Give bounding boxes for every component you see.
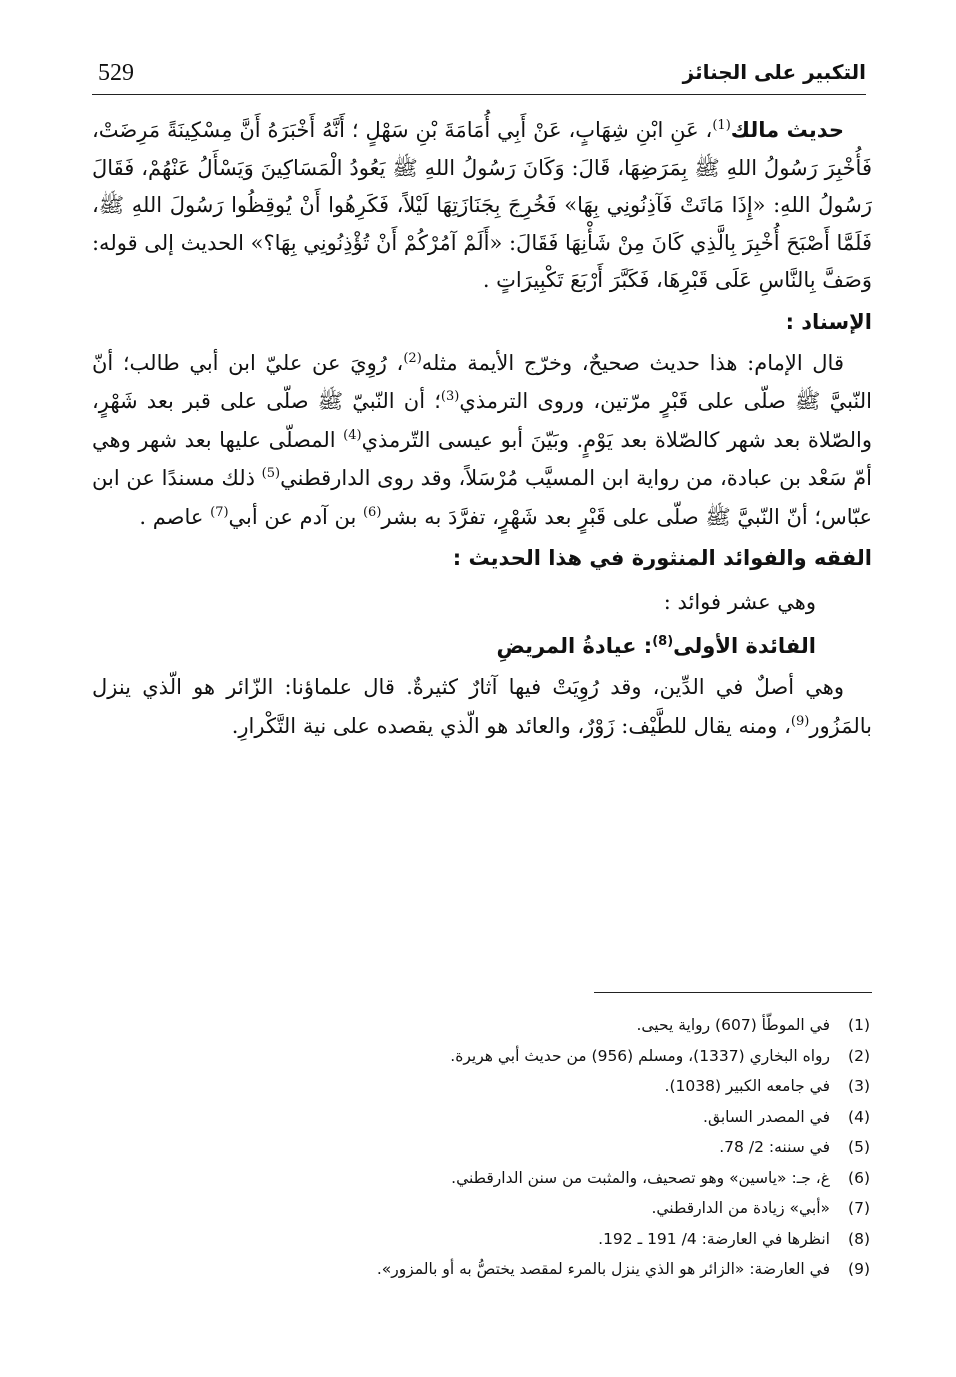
hadith-opening: حديث مالك — [730, 118, 844, 142]
footnote-number: (1) — [848, 1016, 870, 1034]
footnote-number: (5) — [848, 1138, 870, 1156]
footnote-item — [170, 1102, 870, 1133]
first-benefit-heading — [92, 624, 872, 668]
isnad-text-2: ، رُوِيَ عن عليّ ابن أبي طالب؛ أنّ النّبيَّ ﷺ صلّى على قَبْرٍ مرّتين، وروى الترمذي — [92, 350, 872, 414]
footnote-item — [170, 1163, 870, 1194]
first-benefit-title: : عيادةُ المريضِ — [496, 634, 653, 659]
page-header — [92, 54, 866, 95]
footnote-ref-6[interactable]: (6) — [362, 504, 382, 520]
footnote-number: (6) — [848, 1168, 870, 1187]
footnote-item — [170, 1132, 870, 1163]
footnote-text: غ، جـ: «ياسين» وهو تصحيف، والمثبت من سنن الدارقطني. — [451, 1168, 830, 1187]
footnote-number: (8) — [848, 1229, 870, 1248]
footnote-item — [170, 1010, 870, 1041]
footnotes-list — [170, 1010, 870, 1285]
footnote-item — [170, 1193, 870, 1224]
benefit-text-2: ، ومنه يقال للطَّيْف: زَوْرٌ، والعائد هو الّذي يقصده على نية التَّكْرارِ. — [231, 713, 791, 738]
footnote-item — [170, 1254, 870, 1285]
footnote-ref-2[interactable]: (2) — [403, 350, 422, 366]
hadith-text: ، عَنِ ابْنِ شِهَابٍ، عَنْ أَبِي أُمَامَةَ بْنِ سَهْلٍ ؛ أَنَّهُ أَخْبَرَهُ أَنَّ مِسْكِينَةً مَرِضَتْ، فَأُخْبِرَ رَسُولُ اللهِ ﷺ بِمَرَضِهَا، قَالَ: وَكَانَ رَسُولُ اللهِ ﷺ يَعُودُ الْمَسَاكِينَ وَيَسْأَلُ عَنْهُمْ، فَقَالَ رَسُولُ اللهِ: «إِذَا مَاتَتْ فَآذِنُونِي بِهَا» فَخُرِجَ بِجَنَازَتِهَا لَيْلاً، فَكَرِهُوا أَنْ يُوقِظُوا رَسُولَ اللهِ ﷺ، فَلَمَّا أَصْبَحَ أُخْبِرَ بِالَّذِي كَانَ مِنْ شَأْنِهَا فَقَالَ: «أَلَمْ آمُرْكُمْ أَنْ تُؤْذِنُونِي بِهَا؟» الحديث إلى قوله: وَصَفَّ بِالنَّاسِ عَلَى قَبْرِهَا، فَكَبَّرَ أَرْبَعَ تَكْبِيرَاتٍ . — [91, 118, 872, 293]
footnote-separator — [594, 992, 872, 993]
benefit-text-1: وهي أصلٌ في الدِّين، وقد رُوِيَتْ فيها آثارٌ كثيرةٌ. قال علماؤنا: الزّائر هو الّذي ينزل بالمَزُور — [92, 675, 872, 738]
footnote-ref-4[interactable]: (4) — [343, 427, 362, 443]
footnote-number: (4) — [848, 1107, 870, 1126]
page-number: 529 — [98, 60, 134, 86]
first-benefit-paragraph — [92, 668, 872, 745]
benefits-intro: وهي عشر فوائد : — [663, 590, 816, 615]
isnad-text-5: ذلك مسندًا عن ابن عبّاس؛ أنّ النّبيَّ ﷺ صلّى على قَبْرٍ بعد شَهْرٍ، تفرَّدَ به بشر — [92, 466, 872, 529]
isnad-heading: الإسناد : — [785, 309, 872, 334]
footnote-item — [170, 1041, 870, 1072]
footnote-ref-3[interactable]: (3) — [440, 389, 460, 405]
isnad-text-4: المصلّى عليها بعد شهر وهي أمّ سَعْد بن عبادة، من رواية ابن المسيَّب مُرْسَلاً، وقد روى الدارقطني — [92, 427, 872, 491]
footnote-ref-1[interactable]: (1) — [712, 118, 731, 133]
page-body — [92, 112, 872, 745]
first-benefit-label: الفائدة الأولى — [673, 634, 816, 659]
running-title: التكبير على الجنائز — [682, 60, 866, 84]
isnad-text-7: عاصم . — [139, 504, 211, 529]
isnad-text-3: ؛ أن النّبيّ ﷺ صلّى على قبر بعد شَهْرٍ، والصّلاة بعد شهر كالصّلاة بعد يَوْمٍ. وبَيّنَ أبو عيسى التّرمذي — [92, 389, 872, 452]
footnote-text: في العارضة: «الزائر هو الذي ينزل بالمرء لمقصد يختصُّ به أو بالمزور». — [376, 1260, 830, 1278]
hadith-paragraph — [92, 112, 872, 300]
footnote-item — [170, 1071, 870, 1102]
isnad-text-1: قال الإمام: هذا حديث صحيحٌ، وخرّج الأيمة مثله — [421, 350, 844, 375]
footnote-text: في المصدر السابق. — [703, 1107, 830, 1126]
footnote-text: انظرها في العارضة: 4/ 191 ـ 192. — [598, 1229, 830, 1248]
footnote-text: في الموطّأ (607) رواية يحيى. — [636, 1016, 830, 1034]
footnote-number: (9) — [848, 1260, 870, 1278]
footnote-text: «أبي» زيادة من الدارقطني. — [651, 1199, 830, 1217]
footnote-number: (2) — [848, 1046, 870, 1065]
footnote-text: في جامعه الكبير (1038). — [664, 1077, 830, 1095]
footnote-ref-9[interactable]: (9) — [790, 713, 810, 729]
footnote-ref-5[interactable]: (5) — [261, 466, 281, 482]
isnad-text-6: بن آدم عن أبي — [228, 504, 363, 529]
footnote-text: رواه البخاري (1337)، ومسلم (956) من حديث أبي هريرة. — [450, 1046, 830, 1065]
footnote-number: (7) — [848, 1199, 870, 1217]
footnote-number: (3) — [848, 1077, 870, 1095]
footnote-ref-7[interactable]: (7) — [210, 504, 229, 520]
footnote-item — [170, 1224, 870, 1255]
footnote-text: في سننه: 2/ 78. — [719, 1138, 830, 1156]
footnote-ref-8[interactable]: (8) — [652, 634, 674, 650]
fiqh-heading: الفقه والفوائد المنثورة في هذا الحديث : — [452, 546, 872, 571]
isnad-paragraph — [92, 344, 872, 537]
